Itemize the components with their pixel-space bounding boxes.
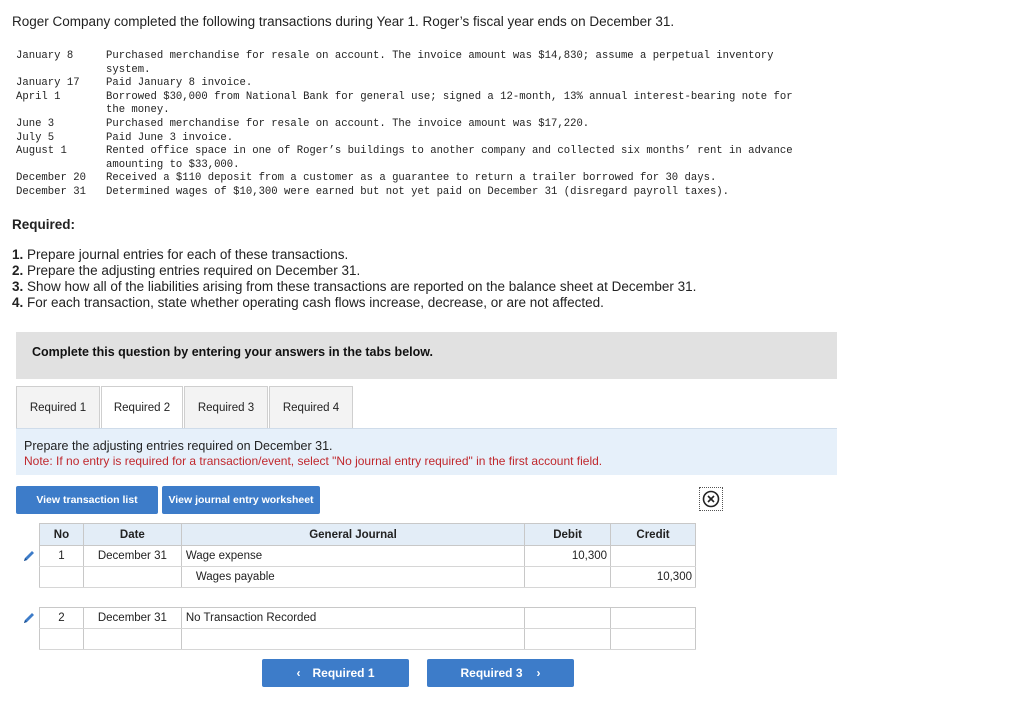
- account-name: [181, 629, 524, 650]
- entry-date: December 31: [83, 608, 181, 629]
- general-journal-table: [39, 523, 696, 650]
- entry-number: 1: [40, 546, 84, 567]
- column-header-date: Date: [83, 524, 181, 546]
- previous-required-button[interactable]: [262, 659, 409, 687]
- table-row: [40, 629, 696, 650]
- requirement-item: [12, 247, 696, 263]
- debit-amount: 10,300: [525, 546, 611, 567]
- requirement-number: 1.: [12, 247, 24, 262]
- entry-number: 2: [40, 608, 84, 629]
- close-icon: [702, 490, 720, 508]
- transaction-desc: Purchased merchandise for resale on account. The invoice amount was $17,220.: [106, 117, 590, 130]
- requirements-list: [12, 247, 696, 311]
- transaction-desc: Purchased merchandise for resale on account. The invoice amount was $14,830; assume a perpetual inventory system.: [106, 50, 774, 76]
- tab-required-4[interactable]: Required 4: [269, 386, 353, 429]
- credit-amount: [611, 546, 696, 567]
- instructions-panel: [16, 332, 837, 379]
- transaction-row: [16, 186, 806, 200]
- transaction-date: January 17: [16, 77, 80, 90]
- transaction-desc: Determined wages of $10,300 were earned but not yet paid on December 31 (disregard payroll taxes).: [106, 185, 730, 198]
- column-header-general-journal: General Journal: [181, 524, 524, 546]
- requirement-text: Show how all of the liabilities arising from these transactions are reported on the balance sheet at December 31.: [27, 279, 697, 294]
- complete-instruction: Complete this question by entering your answers in the tabs below.: [32, 345, 433, 359]
- transaction-date: April 1: [16, 90, 61, 103]
- view-transaction-list-button[interactable]: View transaction list: [16, 486, 158, 514]
- instruction-main: Prepare the adjusting entries required on December 31.: [24, 439, 333, 453]
- transaction-date: January 8: [16, 50, 74, 62]
- tab-required-1[interactable]: Required 1: [16, 386, 100, 429]
- debit-amount: [525, 608, 611, 629]
- next-required-button[interactable]: [427, 659, 574, 687]
- tab-required-2[interactable]: Required 2: [101, 386, 183, 429]
- transaction-list: [16, 50, 806, 200]
- transaction-date: June 3: [16, 117, 55, 130]
- credit-amount: [611, 629, 696, 650]
- chevron-right-icon: ›: [536, 666, 541, 680]
- edit-entry-2-pencil-icon[interactable]: [22, 611, 36, 625]
- journal-header-row: [40, 524, 696, 546]
- account-name: No Transaction Recorded: [181, 608, 524, 629]
- tab-instruction-panel: [16, 428, 837, 475]
- requirement-item: [12, 263, 696, 279]
- transaction-desc: Paid January 8 invoice.: [106, 77, 253, 90]
- next-required-label: Required 3: [460, 666, 523, 680]
- transaction-row: [16, 132, 806, 146]
- transaction-row: [16, 50, 806, 77]
- account-name: Wage expense: [181, 546, 524, 567]
- previous-required-label: Required 1: [312, 666, 375, 680]
- entry-date: [83, 629, 181, 650]
- entry-number: [40, 629, 84, 650]
- transaction-desc: Paid June 3 invoice.: [106, 131, 234, 144]
- entry-date: December 31: [83, 546, 181, 567]
- transaction-row: [16, 145, 806, 172]
- transaction-date: July 5: [16, 131, 55, 144]
- debit-amount: [525, 567, 611, 588]
- table-row: [40, 546, 696, 567]
- edit-entry-1-pencil-icon[interactable]: [22, 549, 36, 563]
- tab-required-3[interactable]: Required 3: [184, 386, 268, 429]
- column-header-no: No: [40, 524, 84, 546]
- requirement-text: For each transaction, state whether operating cash flows increase, decrease, or are not affected.: [27, 295, 604, 310]
- entry-spacer: [40, 588, 696, 608]
- transaction-row: [16, 172, 806, 186]
- intro-text: Roger Company completed the following transactions during Year 1. Roger’s fiscal year ends on December 31.: [12, 14, 675, 29]
- debit-amount: [525, 629, 611, 650]
- requirement-text: Prepare the adjusting entries required on December 31.: [27, 263, 361, 278]
- transaction-desc: Borrowed $30,000 from National Bank for general use; signed a 12-month, 13% annual interest-bearing note for the money.: [106, 90, 793, 117]
- table-row: [40, 608, 696, 629]
- requirement-number: 4.: [12, 295, 24, 310]
- instruction-note: Note: If no entry is required for a transaction/event, select "No journal entry required" in the first account field.: [24, 454, 603, 468]
- column-header-credit: Credit: [611, 524, 696, 546]
- transaction-date: December 20: [16, 172, 86, 185]
- credit-amount: 10,300: [611, 567, 696, 588]
- table-row: [40, 567, 696, 588]
- view-journal-worksheet-button[interactable]: View journal entry worksheet: [162, 486, 320, 514]
- credit-amount: [611, 608, 696, 629]
- transaction-row: [16, 91, 806, 118]
- chevron-left-icon: ‹: [296, 666, 301, 680]
- transaction-desc: Rented office space in one of Roger’s buildings to another company and collected six months’ rent in advance amounting to $33,000.: [106, 145, 793, 171]
- column-header-debit: Debit: [525, 524, 611, 546]
- transaction-desc: Received a $110 deposit from a customer as a guarantee to return a trailer borrowed for 30 days.: [106, 172, 717, 185]
- account-name: Wages payable: [181, 567, 524, 588]
- required-tabs: [16, 386, 354, 429]
- requirement-number: 2.: [12, 263, 24, 278]
- requirement-item: [12, 295, 696, 311]
- required-heading: Required:: [12, 217, 76, 232]
- transaction-date: December 31: [16, 185, 86, 198]
- clear-entries-button[interactable]: [699, 487, 723, 511]
- entry-number: [40, 567, 84, 588]
- transaction-row: [16, 118, 806, 132]
- transaction-row: [16, 77, 806, 91]
- requirement-text: Prepare journal entries for each of these transactions.: [27, 247, 349, 262]
- transaction-date: August 1: [16, 145, 67, 158]
- requirement-number: 3.: [12, 279, 24, 294]
- requirement-item: [12, 279, 696, 295]
- entry-date: [83, 567, 181, 588]
